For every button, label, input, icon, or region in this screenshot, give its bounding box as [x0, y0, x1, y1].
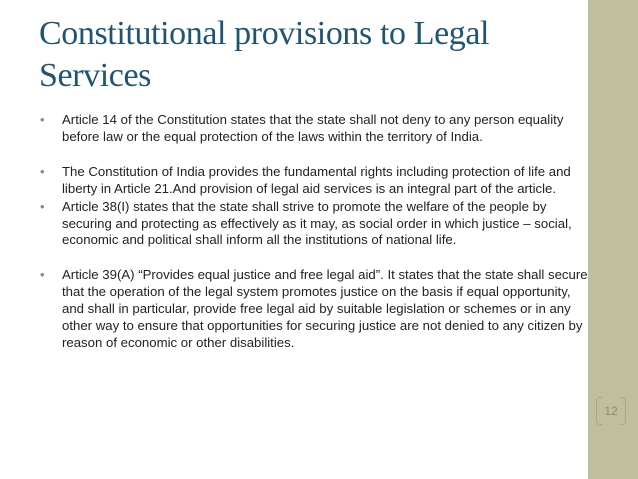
bullet-item: [40, 199, 588, 250]
bullet-text: Article 14 of the Constitution states that the state shall not deny to any person equality before law or the equal protection of the laws within the territory of India.: [62, 112, 564, 144]
page-number-badge: [596, 397, 626, 425]
bullet-text: Article 38(I) states that the state shall strive to promote the welfare of the people by securing and protecting as effectively as it may, as social order in which justice – social, economic and political shall inform all the institutions of national life.: [62, 198, 572, 248]
bullet-marker: •: [40, 267, 45, 283]
bullet-item: [40, 164, 588, 198]
bullet-item: [40, 112, 588, 146]
slide-title: Constitutional provisions to Legal Services: [39, 15, 490, 94]
bullet-marker: •: [40, 112, 45, 127]
left-bracket-icon: [596, 397, 602, 425]
bullet-marker: •: [40, 198, 45, 214]
bullet-marker: •: [40, 163, 45, 179]
bullet-item: [40, 267, 588, 352]
page-number: 12: [604, 404, 618, 418]
slide-body: [40, 112, 588, 352]
right-bracket-icon: [620, 397, 626, 425]
bullet-text: The Constitution of India provides the fundamental rights including protection of life and liberty in Article 21.And provision of legal aid services is an integral part of the article.: [62, 163, 571, 196]
bullet-text: Article 39(A) “Provides equal justice and free legal aid”. It states that the state shall secure that the operation of the legal system promotes justice on the basis if equal opportunity, and shall in particular, provide free legal aid by suitable legislation or schemes or in any other way to ensure that opportunities for securing justice are not denied to any citizen by reason of economic or other disabilities.: [62, 267, 588, 350]
